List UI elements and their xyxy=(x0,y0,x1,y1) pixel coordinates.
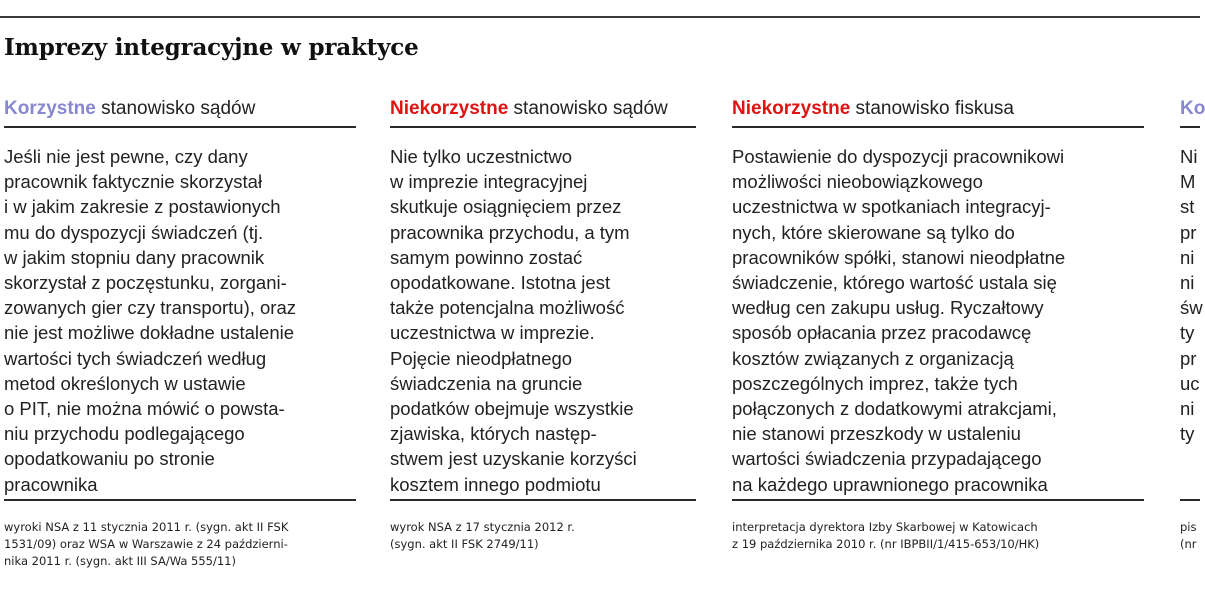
body-line: pracownik faktycznie skorzystał xyxy=(4,171,263,193)
body-line: wartości tych świadczeń według xyxy=(4,347,267,369)
body-line: niu przychodu podlegającego xyxy=(4,423,245,445)
body-line: świadczenie, którego wartość ustala się xyxy=(732,272,1057,294)
body-line: uczestnictwa w spotkaniach integracyj- xyxy=(732,196,1051,218)
body-line: św xyxy=(1180,297,1203,319)
source-line: z 19 października 2010 r. (nr IBPBII/1/415-653/10/HK) xyxy=(732,537,1040,551)
body-line: możliwości nieobowiązkowego xyxy=(732,171,983,193)
body-line: metod określonych w ustawie xyxy=(4,372,246,394)
column-body xyxy=(4,144,356,497)
body-line: Pojęcie nieodpłatnego xyxy=(390,347,573,369)
body-line: połączonych z dodatkowymi atrakcjami, xyxy=(732,398,1057,420)
body-line: opodatkowane. Istotna jest xyxy=(390,272,611,294)
body-line: mu do dyspozycji świadczeń (tj. xyxy=(4,221,264,243)
body-line: wartości świadczenia przypadającego xyxy=(732,448,1042,470)
column-unfavorable-courts xyxy=(390,94,696,589)
column-unfavorable-tax-authority xyxy=(732,94,1144,589)
column-heading-rest: stanowisko fiskusa xyxy=(850,98,1014,119)
body-line: według cen zakupu usług. Ryczałtowy xyxy=(732,297,1044,319)
column-heading-rule xyxy=(1180,126,1200,128)
source-rule xyxy=(390,499,696,501)
body-line: pracownika przychodu, a tym xyxy=(390,221,630,243)
source-citation xyxy=(732,519,1039,553)
source-rule xyxy=(4,499,356,501)
source-line: pis xyxy=(1180,520,1197,534)
body-line: kosztem innego podmiotu xyxy=(390,473,601,495)
source-citation xyxy=(1180,519,1197,553)
column-heading-rest: stanowisko sądów xyxy=(95,98,256,119)
source-citation xyxy=(4,519,288,570)
body-line: kosztów związanych z organizacją xyxy=(732,347,1014,369)
column-body xyxy=(390,144,696,497)
column-body xyxy=(1180,144,1203,446)
body-line: stwem jest uzyskanie korzyści xyxy=(390,448,637,470)
body-line: zjawiska, których następ- xyxy=(390,423,597,445)
body-line: Jeśli nie jest pewne, czy dany xyxy=(4,146,248,167)
column-body xyxy=(732,144,1144,497)
body-line: nie jest możliwe dokładne ustalenie xyxy=(4,322,295,344)
body-line: ni xyxy=(1180,272,1195,294)
body-line: świadczenia na gruncie xyxy=(390,372,583,394)
column-heading-rest: stanowisko sądów xyxy=(508,98,668,119)
body-line: i w jakim zakresie z postawionych xyxy=(4,196,281,218)
body-line: ni xyxy=(1180,246,1195,268)
source-line: interpretacja dyrektora Izby Skarbowej w Katowicach xyxy=(732,520,1038,534)
body-line: nych, które skierowane są tylko do xyxy=(732,221,1015,243)
body-line: ni xyxy=(1180,398,1195,420)
column-heading-keyword: Korzystne xyxy=(4,98,96,119)
source-rule xyxy=(1180,499,1200,501)
column-heading xyxy=(732,94,1144,124)
body-line: Postawienie do dyspozycji pracownikowi xyxy=(732,146,1065,167)
body-line: Ni xyxy=(1180,146,1198,167)
body-line: o PIT, nie można mówić o powsta- xyxy=(4,398,285,420)
body-line: M xyxy=(1180,171,1196,193)
column-heading xyxy=(1180,94,1205,124)
source-line: wyrok NSA z 17 stycznia 2012 r. xyxy=(390,520,575,534)
body-line: ty xyxy=(1180,423,1195,445)
body-line: uczestnictwa w imprezie. xyxy=(390,322,595,344)
body-line: pr xyxy=(1180,221,1197,243)
body-line: st xyxy=(1180,196,1195,218)
body-line: opodatkowaniu po stronie xyxy=(4,448,215,470)
body-line: na każdego uprawnionego pracownika xyxy=(732,473,1048,495)
source-line: 1531/09) oraz WSA w Warszawie z 24 październi- xyxy=(4,537,288,551)
source-citation xyxy=(390,519,575,553)
source-rule xyxy=(732,499,1144,501)
body-line: sposób opłacania przez pracodawcę xyxy=(732,322,1032,344)
column-heading-keyword: Niekorzystne xyxy=(732,98,851,119)
body-line: podatków obejmuje wszystkie xyxy=(390,398,634,420)
body-line: pracowników spółki, stanowi nieodpłatne xyxy=(732,246,1066,268)
body-line: zowanych gier czy transportu), oraz xyxy=(4,297,297,319)
column-heading xyxy=(4,94,356,124)
body-line: nie stanowi przeszkody w ustaleniu xyxy=(732,423,1021,445)
body-line: w jakim stopniu dany pracownik xyxy=(4,246,265,268)
body-line: Nie tylko uczestnictwo xyxy=(390,146,572,167)
source-line: wyroki NSA z 11 stycznia 2011 r. (sygn. akt II FSK xyxy=(4,520,289,534)
column-heading-keyword: Niekorzystne xyxy=(390,98,509,119)
body-line: skorzystał z poczęstunku, zorgani- xyxy=(4,272,287,294)
body-line: poszczególnych imprez, także tych xyxy=(732,372,1018,394)
column-cropped xyxy=(1180,94,1205,589)
source-line: nika 2011 r. (sygn. akt III SA/Wa 555/11) xyxy=(4,554,236,568)
top-rule xyxy=(0,16,1200,18)
column-favorable-courts xyxy=(4,94,356,589)
page-title: Imprezy integracyjne w praktyce xyxy=(4,34,419,61)
body-line: pr xyxy=(1180,347,1197,369)
source-line: (sygn. akt II FSK 2749/11) xyxy=(390,537,539,551)
column-heading-rule xyxy=(732,126,1144,128)
body-line: skutkuje osiągnięciem przez xyxy=(390,196,622,218)
column-heading-keyword: Ko xyxy=(1180,98,1205,119)
body-line: uc xyxy=(1180,372,1200,394)
body-line: samym powinno zostać xyxy=(390,246,583,268)
body-line: pracownika xyxy=(4,473,98,495)
body-line: ty xyxy=(1180,322,1195,344)
source-line: (nr xyxy=(1180,537,1197,551)
column-heading-rule xyxy=(390,126,696,128)
column-heading xyxy=(390,94,696,124)
column-heading-rule xyxy=(4,126,356,128)
body-line: także potencjalna możliwość xyxy=(390,297,625,319)
body-line: w imprezie integracyjnej xyxy=(390,171,588,193)
